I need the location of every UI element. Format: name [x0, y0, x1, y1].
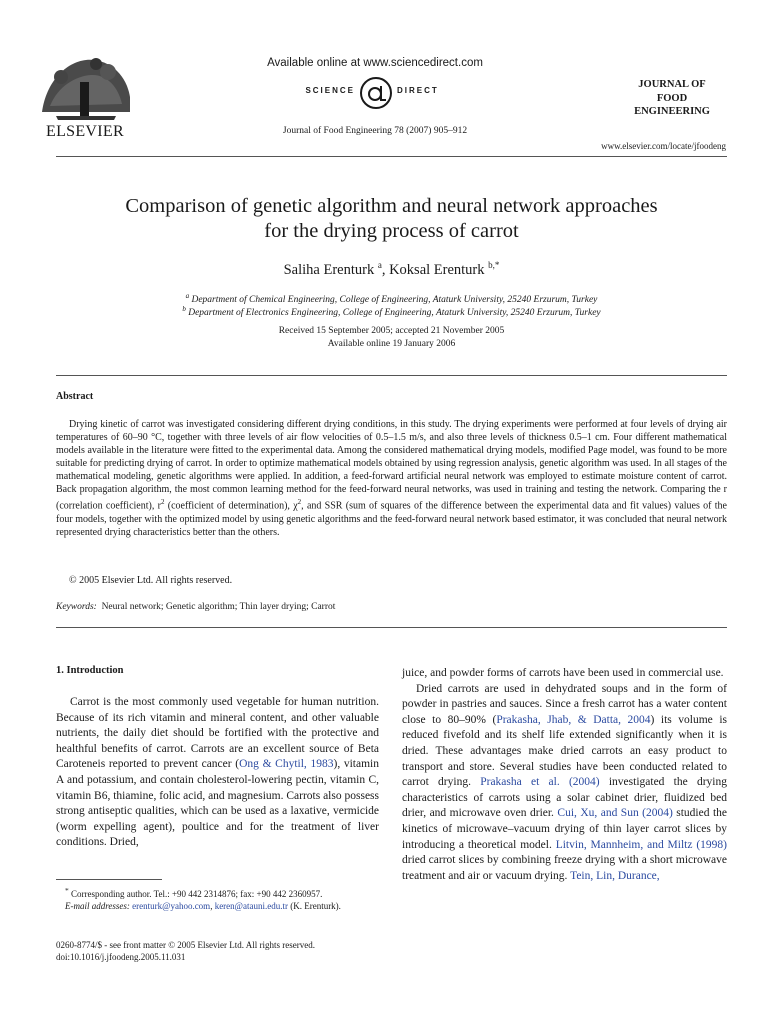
sd-right-text: DIRECT	[397, 86, 439, 95]
available-online: Available online at www.sciencedirect.com	[267, 57, 483, 69]
superscript: 2	[297, 498, 302, 507]
keywords	[56, 602, 335, 612]
affiliation-a	[56, 292, 727, 305]
body-text: studied the kinetics of microwave–vacuum drying of thin layer carrot slices by introducing a theoretical model.	[402, 807, 727, 851]
body-text: dried carrot slices by combining freeze drying with a short microwave treatment and air or vacuum drying.	[402, 854, 727, 882]
author-affil-marker: b,*	[488, 260, 500, 270]
email-link[interactable]: keren@atauni.edu.tr	[214, 900, 288, 911]
journal-name-line: ENGINEERING	[634, 106, 710, 117]
article-title	[56, 194, 727, 244]
sd-left-text: SCIENCE	[305, 86, 355, 95]
citation-link[interactable]: Prakasha et al. (2004)	[480, 776, 600, 789]
email-label: E-mail addresses:	[65, 900, 130, 911]
journal-url[interactable]: www.elsevier.com/locate/jfoodeng	[601, 141, 726, 151]
journal-name	[627, 78, 717, 119]
abstract-part: Drying kinetic of carrot was investigated considering different drying conditions, in this study. The drying experiments were performed at four levels of drying air temperatures of 60–90 °C, together with three levels of air flow velocities of 0.5–1.5 m/s, and also three levels of thickness 0.5–1 cm. Four different mathematical models available in the literature were fitted to the experimental data. Among the considered mathematical drying models, modified Page model, was found to be more suitable for predicting drying of carrot. In order to optimize mathematical models obtained by using regression analysis, genetic algorithm was used. In all stages of the mathematical modeling, genetic algorithms were applied. In addition, a feed-forward artificial neural network was employed to estimate moisture content of carrot. Back propagation algorithm, the most common learning method for the feed-forward neural networks, was used in training and testing the network. Comparing the r (correlation coefficient), r	[56, 419, 727, 512]
superscript: 2	[160, 498, 165, 507]
email-link[interactable]: erenturk@yahoo.com	[132, 900, 211, 911]
footnote	[56, 885, 379, 912]
tree-icon	[36, 42, 134, 124]
journal-name-line: JOURNAL OF	[638, 79, 706, 90]
body-text: investigated the drying characteristics of carrots using a solar cabinet drier, fluidized bed drier, and microwave oven drier.	[402, 776, 727, 820]
body-text: ) its volume is reduced fivefold and its shelf life extended significantly when it is dried. These advantages make dried carrots an easy product to transport and store. Several studies have been conducted related to carrot drying.	[402, 713, 727, 789]
body-text: Dried carrots are used in dehydrated soups and in the form of powder in pastries and sauces. Since a fresh carrot has a water content close to 80–90% (	[402, 682, 727, 726]
sciencedirect-logo	[255, 76, 495, 110]
abstract-part: (coefficient of determination), χ	[164, 500, 298, 512]
author-list: Saliha Erenturk $^a$, Koksal Erenturk $^{b,*}$	[283, 260, 500, 278]
issn-line: 0260-8774/$ - see front matter © 2005 Elsevier Ltd. All rights reserved.	[56, 940, 316, 950]
abstract-heading: Abstract	[56, 391, 94, 402]
footnote-email: E-mail addresses: erenturk@yahoo.com, keren@atauni.edu.tr (K. Erenturk).	[65, 900, 341, 911]
received-dates: Received 15 September 2005; accepted 21 November 2005	[278, 326, 505, 336]
footnote-marker: *	[65, 886, 69, 895]
footnote-divider	[56, 879, 162, 880]
citation-link[interactable]: Ong & Chytil, 1983	[239, 758, 334, 771]
email-owner: (K. Erenturk).	[290, 900, 341, 911]
issn-block	[56, 940, 386, 963]
journal-name-line: FOOD	[656, 92, 688, 104]
header-divider	[56, 156, 727, 157]
paragraph: juice, and powder forms of carrots have been used in commercial use.	[402, 667, 724, 679]
citation-link[interactable]: Prakasha, Jhab, & Datta, 2004	[496, 713, 651, 726]
author-affil-marker: a	[377, 260, 382, 270]
affil-marker: a	[185, 292, 190, 300]
citation-link[interactable]: Cui, Xu, and Sun (2004)	[557, 807, 673, 820]
journal-citation: Journal of Food Engineering 78 (2007) 905–912	[282, 126, 468, 136]
column-left-text	[56, 695, 379, 851]
abstract-copyright: © 2005 Elsevier Ltd. All rights reserved.	[69, 575, 233, 586]
affil-text: Department of Electronics Engineering, College of Engineering, Ataturk University, 25240 Erzurum, Turkey	[188, 308, 601, 319]
paragraph	[402, 682, 727, 885]
column-right-text	[402, 666, 727, 884]
body-text: ), vitamin A and potassium, and contain cholesterol-lowering pectin, vitamin C, vitamin B6, thiamine, folic acid, and magnesium. Carrots also possess strong antiseptic qualities, which can be used as a laxative, vermicide (worm expelling agent), poultice and for the treatment of liver conditions. Dried,	[56, 758, 379, 849]
footnote-text: Corresponding author. Tel.: +90 442 2314876; fax: +90 442 2360957.	[71, 889, 323, 899]
publisher-name: ELSEVIER	[46, 123, 124, 140]
abstract-part: , and SSR (sum of squares of the difference between the experimental data and fit values) values of the four models, together with the optimized model by using genetic algorithms and the feed-forward neural network based estimator, it was concluded that neural network represented drying characteristics better than the others.	[56, 500, 727, 538]
title-line: for the drying process of carrot	[264, 220, 519, 242]
author-name: Koksal Erenturk	[389, 261, 485, 278]
affil-text: Department of Chemical Engineering, College of Engineering, Ataturk University, 25240 Erzurum, Turkey	[191, 295, 598, 306]
affiliation-b	[56, 305, 727, 318]
affil-marker: b	[182, 305, 186, 313]
author-name: Saliha Erenturk	[283, 261, 375, 278]
body-text: Carrot is the most commonly used vegetable for human nutrition. Because of its rich vitamin and mineral content, and other valuable nutrients, the daily diet should be fortified with the protective and healthful benefits of carrot. Carrots are an excellent source of Beta Caroteneis reported to prevent cancer (	[56, 696, 379, 771]
citation-link[interactable]: Tein, Lin, Durance,	[570, 869, 660, 882]
citation-link[interactable]: Litvin, Mannheim, and Miltz (1998)	[555, 838, 727, 851]
doi-line: doi:10.1016/j.jfoodeng.2005.11.031	[56, 951, 186, 962]
footnote-corresponding	[56, 885, 379, 901]
abstract-bottom-divider	[56, 627, 727, 628]
title-line: Comparison of genetic algorithm and neural network approaches	[125, 195, 658, 217]
keywords-list: Neural network; Genetic algorithm; Thin layer drying; Carrot	[101, 602, 336, 612]
abstract-top-divider	[56, 375, 727, 376]
abstract-text	[56, 419, 727, 539]
sciencedirect-at-icon	[359, 76, 393, 110]
section-heading: 1. Introduction	[56, 665, 124, 676]
available-date: Available online 19 January 2006	[327, 339, 456, 349]
keywords-label: Keywords:	[56, 602, 97, 612]
